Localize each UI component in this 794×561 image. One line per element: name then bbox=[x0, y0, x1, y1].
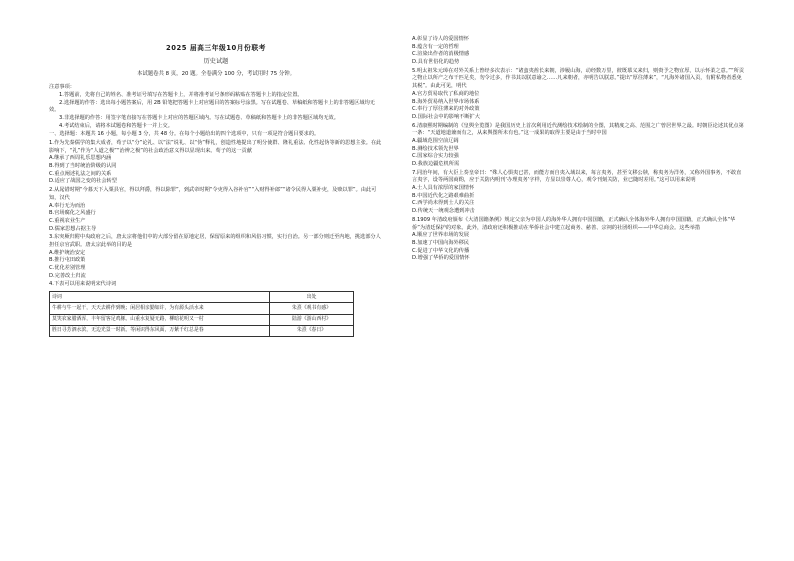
question-stem: 2.从晁错时期“今募天下入粟县官，得以拜爵，得以除罪”，到武帝时期“令吏得入谷补官”“入财得补郎”“诸令民得入粟补吏，及赎以罪”。由此可知，汉代 bbox=[49, 187, 377, 201]
exam-info: 本试题卷共 8 页，20 题。全卷满分 100 分，考试用时 75 分钟。 bbox=[136, 71, 296, 78]
question-stem: 3.东突厥归附中央政府之后，唐太宗将他们中的大部分留在原地定居，保留原来的组织和风俗习惯，实行自治。另一部分则迁至内地，挑选部分人担任京官武职。唐太宗此举的目的是 bbox=[49, 234, 381, 248]
option-d: D.增强了华侨的爱国情怀 bbox=[412, 255, 470, 262]
option-b: B.加速了中国向海外移民 bbox=[412, 239, 470, 246]
question-5 bbox=[412, 68, 746, 122]
question-4-options bbox=[412, 36, 746, 67]
question-stem: 8.1909 年清政府颁布《大清国籍条例》规定父亲为中国人的海外华人拥有中国国籍，正式确认全体海外华人拥有中国国籍，正式确认全体“华侨”为清廷保护的对象。此外，清政府还积极推动在华侨社会中建立起商务、慈善、宗祠的社团组织——中华总商会。这些举措 bbox=[412, 216, 736, 231]
exam-title: 2025 届高三年级10月份联考 bbox=[166, 44, 266, 52]
note-item: 3.非选择题的作答：用签字笔直接写在答题卡上对应的答题区域内。写在试题卷、草稿纸和答题卡上的非答题区域均无效。 bbox=[59, 114, 339, 121]
table-header-row bbox=[50, 292, 354, 303]
question-6 bbox=[412, 123, 746, 169]
left-column bbox=[49, 0, 383, 561]
header-poem: 诗词 bbox=[50, 292, 270, 303]
option-c: C.国家综合实力较强 bbox=[412, 153, 459, 160]
question-7 bbox=[412, 170, 746, 216]
header-source: 出处 bbox=[270, 292, 354, 303]
option-c: C.优化差别管理 bbox=[49, 265, 86, 272]
exam-subject: 历史试题 bbox=[203, 58, 229, 66]
question-stem: 6.清康熙时期编制的《皇舆全览图》是我国历史上首次利用近代测绘技术绘制的全图，其精度之高、范围之广曾居世界之最。时朝臣论述其优点第一条：“天道地道兼而有之，从来舆图所未有也。”这一成果的取得主要是由于当时中国 bbox=[412, 122, 744, 137]
poem-cell: 莫笑农家腊酒浑，丰年留客足鸡豚。山重水复疑无路，柳暗花明又一村 bbox=[50, 314, 270, 325]
section-one-heading: 一、选择题：本题共 16 小题，每小题 3 分，共 48 分。在每个小题给出的四个选项中，只有一项是符合题目要求的。 bbox=[49, 131, 320, 138]
poem-cell: 胜日寻芳泗水滨，无边光景一时新。等闲识得东风面，万紫千红总是春 bbox=[50, 325, 270, 336]
option-a: A.继承了西周礼乐思想内涵 bbox=[49, 155, 112, 162]
option-b: B.官场腐化之风盛行 bbox=[49, 210, 96, 217]
question-1 bbox=[49, 140, 383, 186]
option-c: C.重点阐述礼法之间的关系 bbox=[49, 170, 112, 177]
option-a: A.彰显了诗人的爱国情怀 bbox=[412, 36, 469, 42]
option-c: C.促进了中华文化的传播 bbox=[412, 247, 470, 254]
option-b: B.蕴含有一定的哲理 bbox=[412, 43, 459, 50]
question-8 bbox=[412, 217, 746, 263]
right-column bbox=[412, 0, 746, 561]
option-b: B.测绘技术领先世界 bbox=[412, 145, 459, 152]
notes-heading: 注意事项： bbox=[49, 84, 75, 91]
question-2 bbox=[49, 187, 383, 233]
option-b: B.推行屯田政策 bbox=[49, 257, 86, 264]
option-c: C.奉行了厚往薄来的对外政策 bbox=[412, 106, 480, 113]
source-cell: 陆游《游山西村》 bbox=[270, 314, 354, 325]
source-cell: 朱熹《观书有感》 bbox=[270, 303, 354, 314]
question-stem: 1.作为先秦儒学的集大成者，荀子以“分”论礼、以“法”说礼、以“伪”释礼，创造性地提出了明分使群、隆礼重法、化性起伪等新的思想主张。在此影响下，“礼”作为“人道之极”“治辨之极”的社会政治意义得以显现出来。荀子的这一贡献 bbox=[49, 140, 382, 154]
option-d: D.国际社会中的影响不断扩大 bbox=[412, 113, 480, 120]
table-row bbox=[50, 314, 354, 325]
option-d: D.传统天一统观念遭到冲击 bbox=[412, 208, 475, 215]
note-item: 4.考试结束后，请将本试题卷和答题卡一并上交。 bbox=[59, 122, 173, 129]
option-d: D.完善改土归流 bbox=[49, 272, 86, 279]
note-item: 2.选择题的作答：选出每小题答案后，用 2B 铅笔把答题卡上对应题目的答案标号涂黑。写在试题卷、草稿纸和答题卡上的非答题区域均无效。 bbox=[49, 99, 375, 114]
table-row bbox=[50, 325, 354, 336]
option-a: A.顺应了世界市场的发展 bbox=[412, 232, 469, 239]
source-cell: 朱熹《春日》 bbox=[270, 325, 354, 336]
question-3 bbox=[49, 234, 383, 280]
option-a: A.疆域范围空前辽阔 bbox=[412, 137, 459, 144]
option-a: A.维护统治安定 bbox=[49, 249, 86, 256]
note-item: 1.答题前，先将自己的姓名、准考证号填写在答题卡上，并将准考证号条形码粘贴在答题卡上的指定位置。 bbox=[59, 91, 303, 98]
option-d: D.儒家思想占据主导 bbox=[49, 225, 97, 232]
table-row bbox=[50, 303, 354, 314]
option-c: C.渲染出作者的消极情感 bbox=[412, 51, 470, 58]
question-stem: 5.明太祖朱元璋在对外关系上曾经多次表示：“诸蛮夷酋长来朝，涉履山海，动经数万里，彼既慕义来归，则赍予之物宜厚，以示怀柔之意。”“所贡之物止以所产之布干匹足矣，勿令过多，作书其以朕意谕之……凡来朝者，亦明告以朕意。”提出“厚往薄来”，“凡海外诸国入贡，有附私物者悉免其税”。由此可见，明代 bbox=[412, 67, 745, 90]
poems-table bbox=[49, 291, 354, 337]
option-c: C.西学尚未得到士人的关注 bbox=[412, 200, 475, 207]
option-c: C.重视农业生产 bbox=[49, 217, 86, 224]
option-d: D.我族边疆危机所需 bbox=[412, 161, 460, 167]
option-d: D.适应了战国之变的社会转型 bbox=[49, 178, 117, 185]
option-b: B.中国近代化之路艰难曲折 bbox=[412, 192, 475, 199]
option-d: D.具有世俗化的趋势 bbox=[412, 59, 460, 66]
option-a: A.士人具有浓厚的家国情怀 bbox=[412, 185, 475, 192]
option-b: B.海外贸易纳入世界市场体系 bbox=[412, 98, 480, 105]
poem-cell: 牛耕与牛一起干，天天去耕作到晚；闲居相亲勤如许，为有源头活水来 bbox=[50, 303, 270, 314]
question-stem: 4.下表可以用来说明宋代诗词 bbox=[49, 281, 117, 288]
option-b: B.得到了当时统治阶级的认同 bbox=[49, 163, 117, 170]
question-stem: 7.同治年间，有大臣上奏皇帝曰：“殊人心惧夷已甚，而能方而自夷入域以来，每言夷务，甚至文移公牍，称夷务为洋务，又称外国事务，不敢直言夷字，设等两国商酌，应于关防内明刊‘办理夷务’字样，方显以崇尊人心，观令刊刻关防，业已随时差用。”这可以用来说明 bbox=[412, 169, 742, 184]
option-a: A.官方贸易取代了私商的地位 bbox=[412, 90, 480, 97]
question-4 bbox=[49, 281, 383, 337]
option-a: A.奉行无为而治 bbox=[49, 202, 86, 209]
